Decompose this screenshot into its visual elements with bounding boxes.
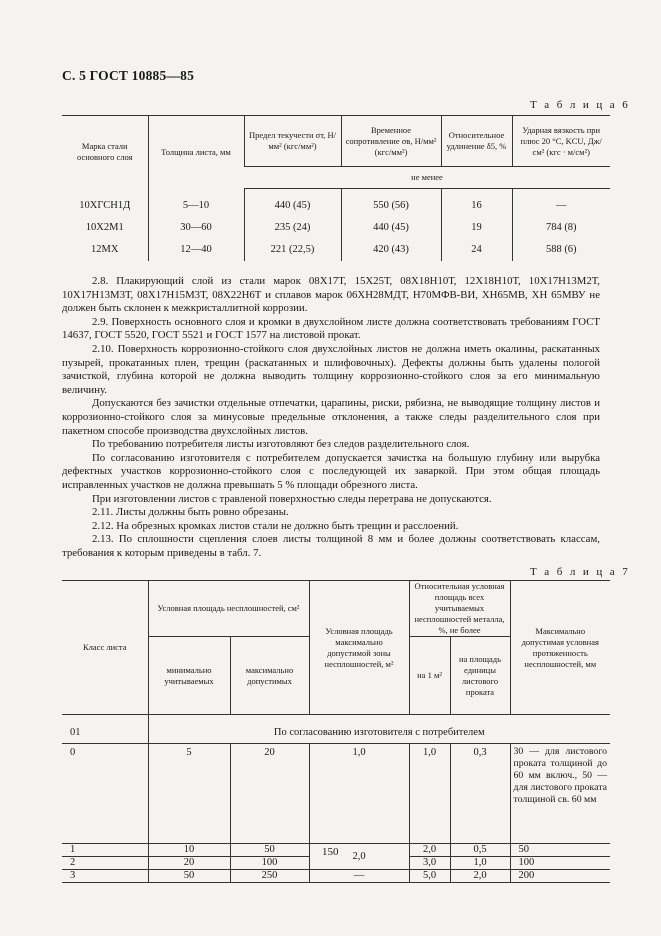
paragraph-2-13: 2.13. По сплошности сцепления слоев листы толщиной 8 мм и более должны соответствовать классам, требования к которым приведены в табл. 7. (62, 533, 600, 559)
page-header: С. 5 ГОСТ 10885—85 (62, 68, 195, 83)
paragraph-2-10: 2.10. Поверхность коррозионно-стойкого слоя двухслойных листов не должна иметь окалины, раскатанных пузырей, прокатанных плен, трещин (раскатанных и шлифовочных). Дефекты должны быть удалены пологой зачисткой, глубина которой не должна выводить толщину коррозионно-стойкого слоя за его минимальную величину. (62, 342, 600, 396)
paragraph-2-11: 2.11. Листы должны быть ровно обрезаны. (92, 506, 289, 519)
t7-min: 50 (148, 869, 230, 882)
t6-header-thickness: Толщина листа, мм (148, 116, 244, 189)
t7-zone: 2,0 (309, 843, 409, 869)
t6-yield: 235 (24) (244, 217, 341, 239)
table6 (62, 115, 610, 261)
t7-class: 0 (62, 743, 148, 843)
t7-max: 250 (230, 869, 309, 882)
t6-header-elongation: Относительное удлинение δ5, % (441, 116, 512, 167)
t7-max: 100 (230, 856, 309, 869)
t6-grade: 12МХ (91, 244, 119, 255)
t7-header-min: минимально учитываемых (148, 637, 230, 715)
t7-per-unit: 2,0 (450, 869, 510, 882)
t7-min: 5 (148, 743, 230, 843)
table-row (62, 239, 610, 261)
t7-per-m2: 1,0 (409, 743, 450, 843)
t6-impact: 784 (8) (512, 217, 610, 239)
paragraph: По согласованию изготовителя с потребителем допускается зачистка на большую глубину или вырубка дефектных участков коррозионно-стойкого слоя с последующей их заваркой. При этом общая площадь исправленных участков не должна превышать 5 % площади обрезного листа. (62, 451, 600, 491)
paragraph-2-8: 2.8. Плакирующий слой из стали марок 08Х17Т, 15Х25Т, 08Х18Н10Т, 12Х18Н10Т, 10Х17Н13М2Т, 10Х17Н13М3Т, 08Х17Н15М3Т, 08Х22Н6Т и сплавов марок 06ХН28МДТ, Н70МФВ-ВИ, ХН65МВ, ХН 65МВУ не должен быть склонен к межкристаллитной коррозии. (62, 275, 600, 315)
t6-yield: 221 (22,5) (244, 239, 341, 261)
page-number: 150 (322, 846, 339, 858)
t7-header-per-m2: на 1 м² (409, 637, 450, 715)
body-text (62, 275, 600, 560)
t7-length: 30 — для листового проката толщиной до 60 мм включ., 50 — для листового проката толщиной св. 60 мм (510, 743, 610, 843)
t6-header-tensile: Временное сопротивление σв, Н/мм² (кгс/мм²) (341, 116, 441, 167)
t7-header-zone: Условная площадь максимально допустимой зоны несплошностей, м² (309, 581, 409, 715)
table7-caption: Т а б л и ц а 7 (530, 566, 631, 578)
t6-header-grade: Марка стали основного слоя (62, 116, 148, 189)
t7-per-unit: 1,0 (450, 856, 510, 869)
t7-header-max: максимально допустимых (230, 637, 309, 715)
t6-thickness: 12—40 (148, 239, 244, 261)
t6-thickness: 5—10 (148, 195, 244, 217)
paragraph: При изготовлении листов с травленой поверхностью следы перетрава не допускаются. (92, 492, 492, 505)
table-row (62, 869, 610, 882)
t6-elongation: 24 (441, 239, 512, 261)
t7-per-m2: 2,0 (409, 843, 450, 856)
t7-per-m2: 3,0 (409, 856, 450, 869)
t7-header-per-unit: на площадь единицы листового проката (450, 637, 510, 715)
t6-tensile: 420 (43) (341, 239, 441, 261)
paragraph: По требованию потребителя листы изготовляют без следов разделительного слоя. (92, 438, 470, 451)
t7-per-m2: 5,0 (409, 869, 450, 882)
table7 (62, 580, 610, 883)
t7-zone: 1,0 (309, 743, 409, 843)
table-row (62, 217, 610, 239)
t7-per-unit: 0,3 (450, 743, 510, 843)
t6-tensile: 550 (56) (341, 195, 441, 217)
table-row (62, 743, 610, 843)
t7-row01-text: По согласованию изготовителя с потребителем (148, 723, 610, 743)
t6-header-yield: Предел текучести σт, Н/мм² (кгс/мм²) (244, 116, 341, 167)
t7-min: 10 (148, 843, 230, 856)
table-row (62, 195, 610, 217)
t7-class: 2 (62, 856, 148, 869)
t6-tensile: 440 (45) (341, 217, 441, 239)
t6-grade: 10ХГСН1Д (79, 200, 131, 211)
t7-class: 01 (62, 723, 148, 743)
paragraph-2-9: 2.9. Поверхность основного слоя и кромки в двухслойном листе должна соответствовать требованиям ГОСТ 14637, ГОСТ 5520, ГОСТ 5521 и ГОСТ 1577 на листовой прокат. (62, 315, 600, 342)
t7-header-area: Условная площадь несплошностей, см² (148, 581, 309, 637)
t7-length: 50 (510, 843, 610, 856)
t7-header-relative: Относительная условная площадь всех учитываемых несплошностей металла, %, не более (409, 581, 510, 637)
t7-max: 50 (230, 843, 309, 856)
t7-class: 1 (62, 843, 148, 856)
t6-elongation: 19 (441, 217, 512, 239)
t7-per-unit: 0,5 (450, 843, 510, 856)
paragraph: Допускаются без зачистки отдельные отпечатки, царапины, риски, рябизна, не выводящие толщину листов и коррозионно-стойкого слоя за минусовые предельные отклонения, а также следы разделительного слоя при пакетном способе производства двухслойных листов. (62, 397, 600, 437)
t7-length: 100 (510, 856, 610, 869)
t7-length: 200 (510, 869, 610, 882)
t7-zone: — (309, 869, 409, 882)
t6-impact: 588 (6) (512, 239, 610, 261)
t6-header-impact: Ударная вязкость при плюс 20 °С, KCU, Дж/см² (кгс · м/см²) (512, 116, 610, 167)
t6-yield: 440 (45) (244, 195, 341, 217)
t6-elongation: 16 (441, 195, 512, 217)
t6-min-note: не менее (244, 167, 610, 189)
paragraph-2-12: 2.12. На обрезных кромках листов стали не должно быть трещин и расслоений. (92, 519, 459, 532)
table6-caption: Т а б л и ц а 6 (530, 99, 631, 111)
t6-impact: — (512, 195, 610, 217)
t7-header-length: Максимально допустимая условная протяженность несплошностей, мм (510, 581, 610, 715)
t7-class: 3 (62, 869, 148, 882)
t7-max: 20 (230, 743, 309, 843)
t7-header-class: Класс листа (62, 581, 148, 715)
t6-grade: 10Х2М1 (85, 222, 124, 233)
t6-thickness: 30—60 (148, 217, 244, 239)
t7-min: 20 (148, 856, 230, 869)
